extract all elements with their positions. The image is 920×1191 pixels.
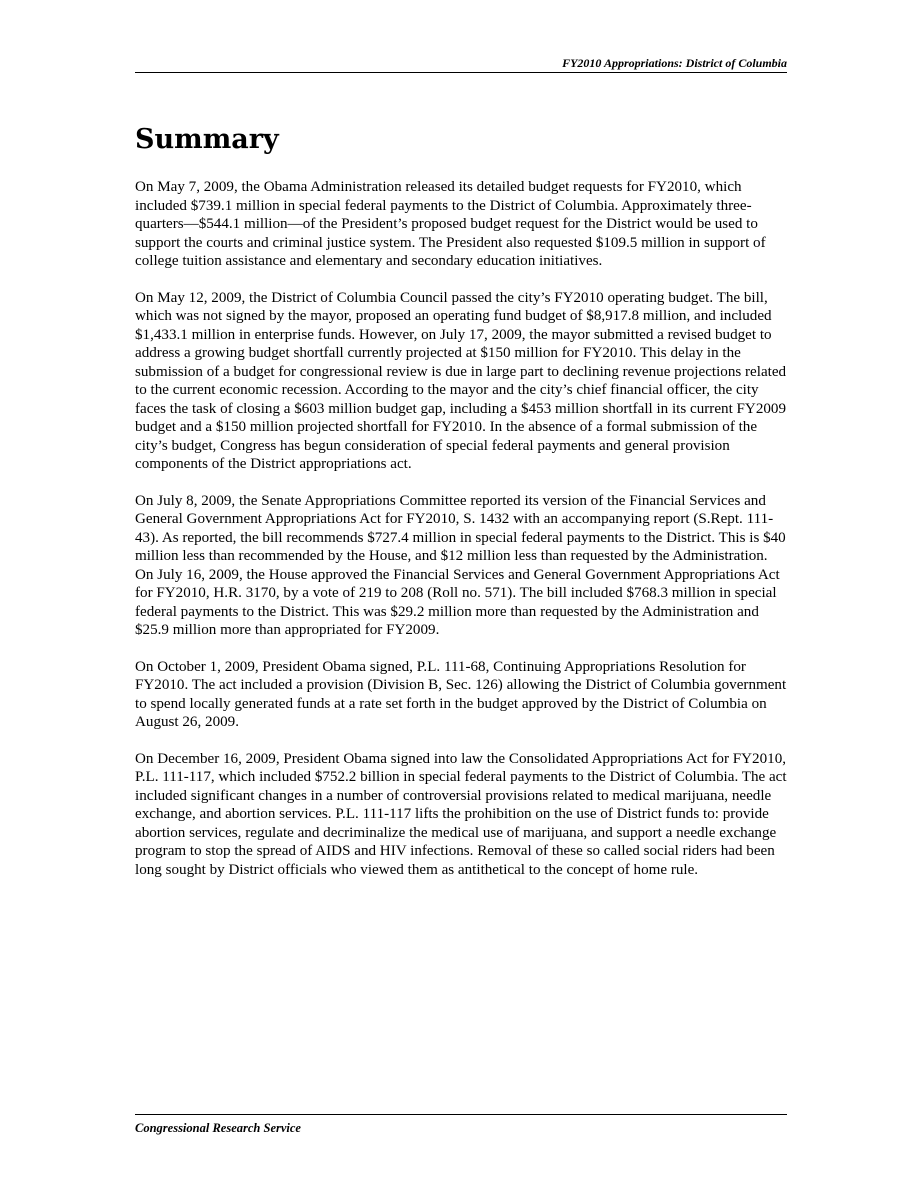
summary-paragraph-3: On July 8, 2009, the Senate Appropriations Committee reported its version of the Financial Services and General Government Appropriations Act for FY2010, S. 1432 with an accompanying report (S.Rept. 111-43). As reported, the bill recommends $727.4 million in special federal payments to the District. This is $40 million less than recommended by the House, and $12 million less than requested by the Administration. On July 16, 2009, the House approved the Financial Services and General Government Appropriations Act for FY2010, H.R. 3170, by a vote of 219 to 208 (Roll no. 571). The bill included $768.3 million in special federal payments to the District. This was $29.2 million more than requested by the Administration and $25.9 million more than appropriated for FY2009. bbox=[135, 492, 786, 638]
running-footer-publisher: Congressional Research Service bbox=[135, 1121, 301, 1135]
summary-paragraph-1: On May 7, 2009, the Obama Administration released its detailed budget requests for FY2010, which included $739.1 million in special federal payments to the District of Columbia. Approximately three-quarters—$544.1 million—of the President’s proposed budget request for the District would be used to support the courts and criminal justice system. The President also requested $109.5 million in support of college tuition assistance and elementary and secondary education initiatives. bbox=[135, 179, 766, 269]
running-header-title: FY2010 Appropriations: District of Columbia bbox=[562, 56, 787, 70]
summary-paragraph-5: On December 16, 2009, President Obama signed into law the Consolidated Appropriations Act for FY2010, P.L. 111-117, which included $752.2 billion in special federal payments to the District of Columbia. The act included significant changes in a number of controversial provisions related to medical marijuana, needle exchange, and abortion services. P.L. 111-117 lifts the prohibition on the use of District funds to: provide abortion services, regulate and decriminalize the medical use of marijuana, and support a needle exchange program to stop the spread of AIDS and HIV infections. Removal of these so called social riders had been long sought by District officials who viewed them as antithetical to the concept of home rule. bbox=[135, 750, 787, 878]
footer-divider bbox=[135, 1114, 787, 1115]
summary-body bbox=[135, 178, 787, 897]
summary-paragraph-2: On May 12, 2009, the District of Columbia Council passed the city’s FY2010 operating budget. The bill, which was not signed by the mayor, proposed an operating fund budget of $8,917.8 million, and included $1,433.1 million in enterprise funds. However, on July 17, 2009, the mayor submitted a revised budget to address a growing budget shortfall currently projected at $150 million for FY2010. This delay in the submission of a budget for congressional review is due in large part to declining revenue projections related to the current economic recession. According to the mayor and the city’s chief financial officer, the city faces the task of closing a $603 million budget gap, including a $453 million shortfall in its current FY2009 budget and a $150 million projected shortfall for FY2010. In the absence of a formal submission of the city’s budget, Congress has begun consideration of special federal payments and general provision components of the District appropriations act. bbox=[135, 289, 787, 472]
summary-paragraph-4: On October 1, 2009, President Obama signed, P.L. 111-68, Continuing Appropriations Resolution for FY2010. The act included a provision (Division B, Sec. 126) allowing the District of Columbia government to spend locally generated funds at a rate set forth in the budget approved by the District of Columbia on August 26, 2009. bbox=[135, 658, 787, 730]
summary-heading: Summary bbox=[135, 124, 279, 155]
header-divider bbox=[135, 72, 787, 73]
